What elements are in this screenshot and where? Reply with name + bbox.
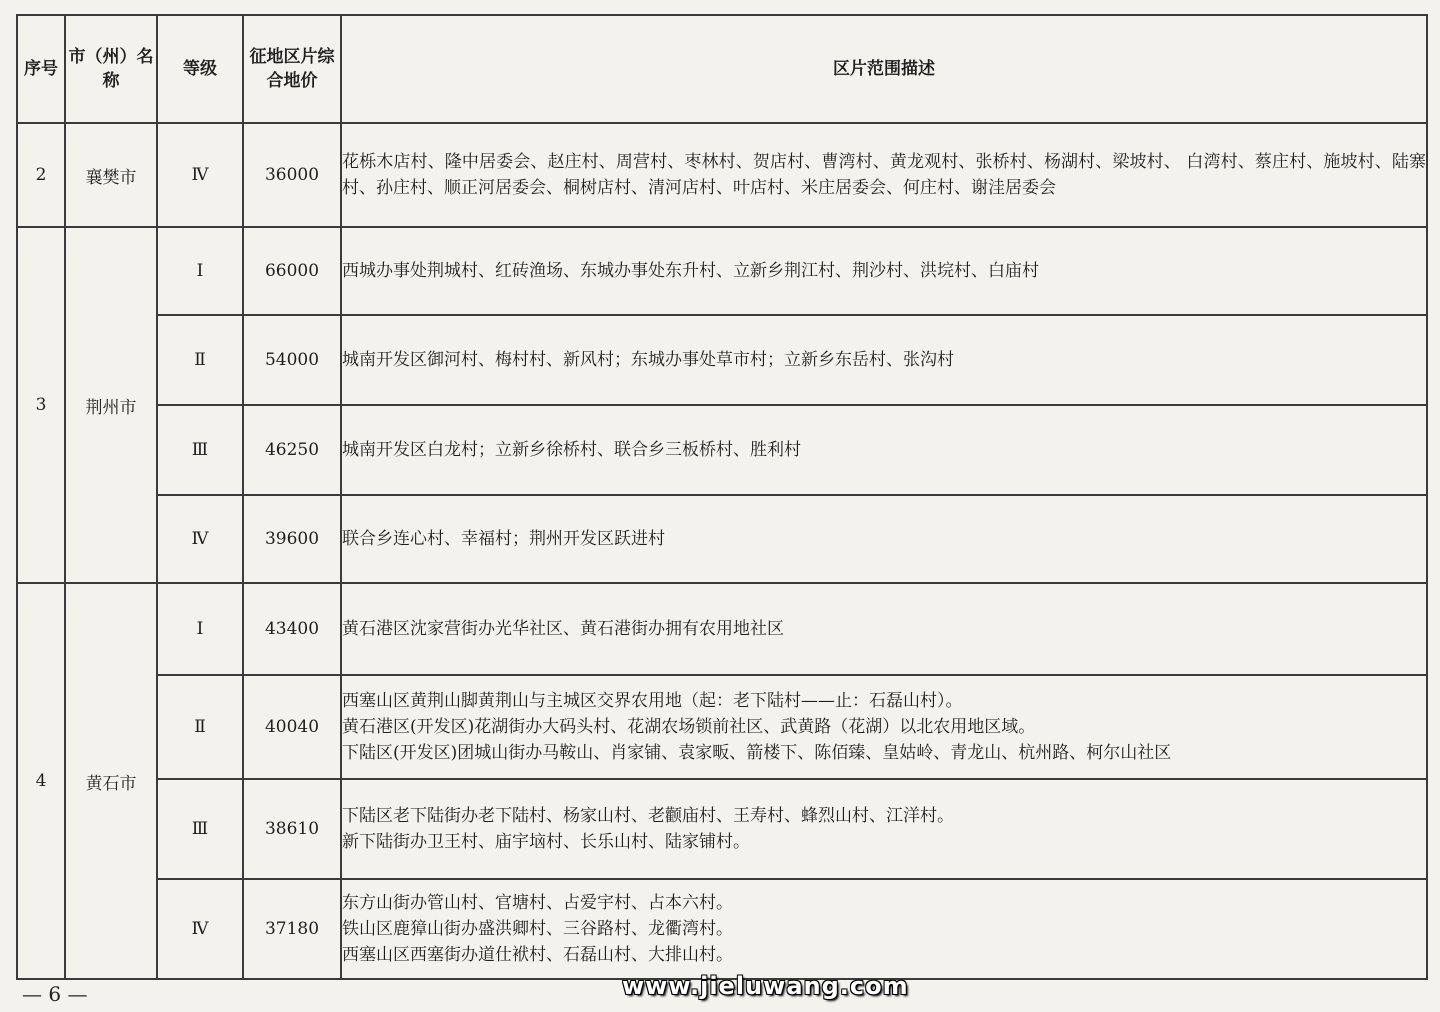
price-cell: 38610 [243, 779, 341, 879]
grade-cell: Ⅱ [157, 315, 243, 405]
seq-cell: 3 [17, 227, 65, 583]
desc-line: 下陆区老下陆街办老下陆村、杨家山村、老颧庙村、王寿村、蜂烈山村、江洋村。 [342, 806, 954, 826]
table-row [17, 675, 1427, 779]
city-cell: 荆州市 [65, 227, 157, 583]
table-row [17, 879, 1427, 979]
city-cell: 黄石市 [65, 583, 157, 979]
desc-line: 黄石港区沈家营街办光华社区、黄石港街办拥有农用地社区 [342, 619, 784, 639]
header-city: 市（州）名称 [65, 15, 157, 123]
header-grade: 等级 [157, 15, 243, 123]
desc-line: 铁山区鹿獐山街办盛洪卿村、三谷路村、龙衢湾村。 [342, 919, 733, 939]
desc-cell [341, 123, 1427, 227]
price-cell: 40040 [243, 675, 341, 779]
table-header-row [17, 15, 1427, 123]
desc-line: 西塞山区西塞街办道仕袱村、石磊山村、大排山村。 [342, 945, 733, 965]
grade-cell: Ⅳ [157, 123, 243, 227]
grade-cell: Ⅲ [157, 779, 243, 879]
desc-line: 联合乡连心村、幸福村；荆州开发区跃进村 [342, 529, 665, 549]
grade-cell: Ⅰ [157, 583, 243, 675]
land-price-table [16, 14, 1428, 980]
desc-line: 花栎木店村、隆中居委会、赵庄村、周营村、枣林村、贺店村、曹湾村、黄龙观村、张桥村、杨湖村、梁坡村、 白湾村、蔡庄村、施坡村、陆寨村、孙庄村、顺正河居委会、桐树店村、清河店村、叶店村、米庄居委会、何庄村、谢洼居委会 [342, 152, 1426, 198]
desc-line: 新下陆街办卫王村、庙宇垴村、长乐山村、陆家铺村。 [342, 832, 750, 852]
grade-cell: Ⅰ [157, 227, 243, 315]
city-cell: 襄樊市 [65, 123, 157, 227]
desc-line: 西塞山区黄荆山脚黄荆山与主城区交界农用地（起：老下陆村——止：石磊山村）。 [342, 691, 963, 711]
seq-cell: 2 [17, 123, 65, 227]
page-number: — 6 — [22, 982, 88, 1006]
price-cell: 43400 [243, 583, 341, 675]
header-seq: 序号 [17, 15, 65, 123]
table-row [17, 779, 1427, 879]
desc-line: 黄石港区(开发区)花湖街办大码头村、花湖农场锁前社区、武黄路（花湖）以北农用地区域。 [342, 717, 1036, 737]
price-cell: 39600 [243, 495, 341, 583]
desc-cell [341, 879, 1427, 979]
table-row [17, 315, 1427, 405]
header-price: 征地区片综合地价 [243, 15, 341, 123]
watermark: www.jieluwang.com [622, 972, 909, 1000]
desc-cell [341, 315, 1427, 405]
desc-line: 下陆区(开发区)团城山街办马鞍山、肖家铺、袁家畈、箭楼下、陈佰臻、皇姑岭、青龙山、杭州路、柯尔山社区 [342, 743, 1172, 763]
price-cell: 37180 [243, 879, 341, 979]
price-cell: 36000 [243, 123, 341, 227]
desc-cell [341, 675, 1427, 779]
table-row [17, 495, 1427, 583]
header-desc: 区片范围描述 [341, 15, 1427, 123]
grade-cell: Ⅲ [157, 405, 243, 495]
table-row [17, 405, 1427, 495]
table-row [17, 583, 1427, 675]
desc-cell [341, 779, 1427, 879]
table-row [17, 123, 1427, 227]
desc-cell [341, 583, 1427, 675]
desc-line: 西城办事处荆城村、红砖渔场、东城办事处东升村、立新乡荆江村、荆沙村、洪垸村、白庙村 [342, 261, 1039, 281]
seq-cell: 4 [17, 583, 65, 979]
grade-cell: Ⅱ [157, 675, 243, 779]
desc-cell [341, 405, 1427, 495]
price-cell: 66000 [243, 227, 341, 315]
desc-line: 城南开发区御河村、梅村村、新风村；东城办事处草市村；立新乡东岳村、张沟村 [342, 350, 954, 370]
desc-line: 城南开发区白龙村；立新乡徐桥村、联合乡三板桥村、胜利村 [342, 440, 801, 460]
table-row [17, 227, 1427, 315]
desc-line: 东方山街办管山村、官塘村、占爱宇村、占本六村。 [342, 893, 733, 913]
price-cell: 46250 [243, 405, 341, 495]
grade-cell: Ⅳ [157, 879, 243, 979]
desc-cell [341, 227, 1427, 315]
desc-cell [341, 495, 1427, 583]
grade-cell: Ⅳ [157, 495, 243, 583]
price-cell: 54000 [243, 315, 341, 405]
